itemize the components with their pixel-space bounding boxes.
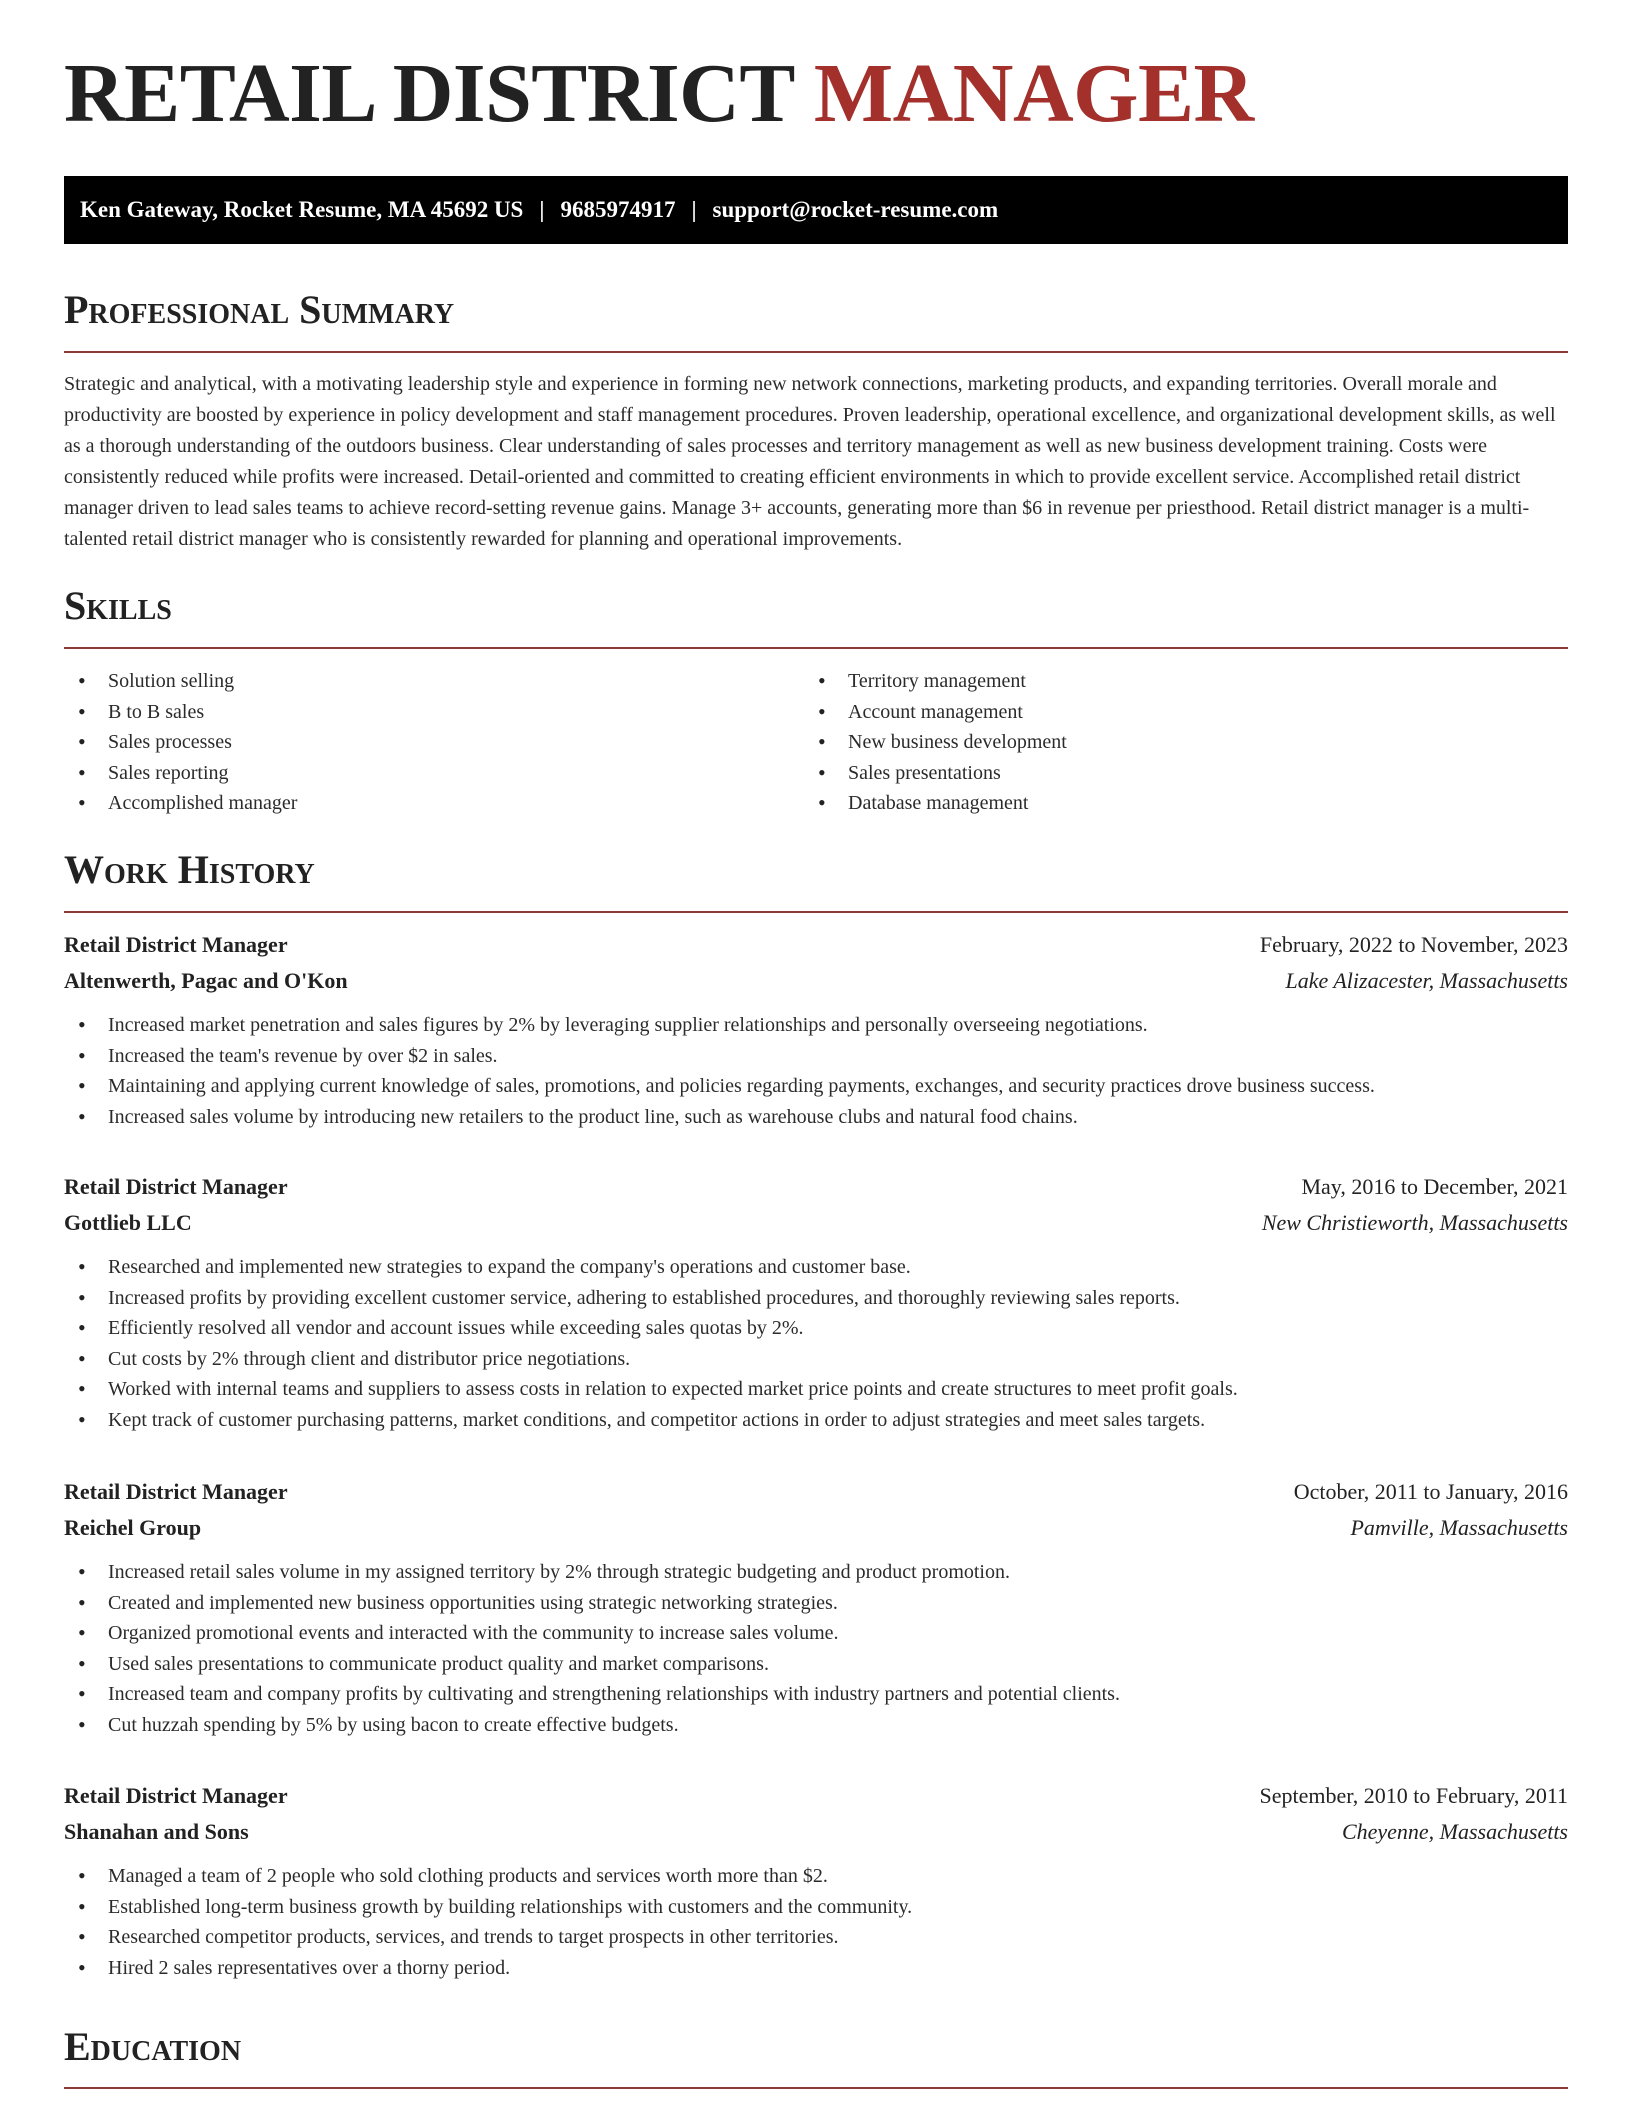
list-item: • Established long-term business growth by building relationships with customers and the community. <box>64 1892 1568 1923</box>
job-company: Reichel Group <box>64 1515 202 1540</box>
job-bullets <box>64 1557 1568 1740</box>
job-company-row <box>64 1814 1568 1850</box>
education-heading: Education <box>64 2024 242 2069</box>
skills-list-right <box>804 666 1067 819</box>
job-company: Shanahan and Sons <box>64 1819 249 1844</box>
list-item: • Increased profits by providing excellent customer service, adhering to established procedures, and thoroughly reviewing sales reports. <box>64 1283 1568 1314</box>
job-company-row <box>64 1205 1568 1241</box>
work-heading: Work History <box>64 847 315 892</box>
job-company: Altenwerth, Pagac and O'Kon <box>64 968 348 993</box>
list-item: • Increased the team's revenue by over $2 in sales. <box>64 1041 1568 1072</box>
contact-phone: 9685974917 <box>560 197 676 222</box>
list-item: • Efficiently resolved all vendor and account issues while exceeding sales quotas by 2%. <box>64 1313 1568 1344</box>
list-item: • Hired 2 sales representatives over a thorny period. <box>64 1953 1568 1984</box>
list-item: • New business development <box>804 727 1067 758</box>
contact-bar <box>64 176 1568 244</box>
job-title: Retail District Manager <box>64 932 288 957</box>
list-item: • Database management <box>804 788 1067 819</box>
job-bullets <box>64 1861 1568 1983</box>
summary-heading: Professional Summary <box>64 287 455 332</box>
list-item: • Territory management <box>804 666 1067 697</box>
title-accent: MANAGER <box>813 47 1254 140</box>
list-item: • Cut huzzah spending by 5% by using bacon to create effective budgets. <box>64 1710 1568 1741</box>
list-item: • Accomplished manager <box>64 788 297 819</box>
job-header-row <box>64 1169 1568 1205</box>
job-dates: September, 2010 to February, 2011 <box>1259 1783 1568 1808</box>
job-dates: February, 2022 to November, 2023 <box>1259 932 1568 957</box>
job-bullets <box>64 1252 1568 1435</box>
job-entry <box>64 1474 1568 1740</box>
job-entry <box>64 1778 1568 1983</box>
contact-address: Ken Gateway, Rocket Resume, MA 45692 US <box>80 197 524 222</box>
job-dates: May, 2016 to December, 2021 <box>1301 1174 1568 1199</box>
job-company-row <box>64 963 1568 999</box>
title-main: RETAIL DISTRICT <box>64 47 794 140</box>
list-item: • Researched competitor products, services, and trends to target prospects in other territories. <box>64 1922 1568 1953</box>
job-entry <box>64 927 1568 1132</box>
job-header-row <box>64 1474 1568 1510</box>
job-location: Cheyenne, Massachusetts <box>1341 1819 1568 1844</box>
list-item: • Managed a team of 2 people who sold clothing products and services worth more than $2. <box>64 1861 1568 1892</box>
list-item: • Cut costs by 2% through client and distributor price negotiations. <box>64 1344 1568 1375</box>
list-item: • Sales presentations <box>804 758 1067 789</box>
job-dates: October, 2011 to January, 2016 <box>1293 1479 1568 1504</box>
list-item: • Researched and implemented new strategies to expand the company's operations and customer base. <box>64 1252 1568 1283</box>
skills-divider <box>64 647 1568 649</box>
work-divider <box>64 911 1568 913</box>
job-location: Pamville, Massachusetts <box>1350 1515 1568 1540</box>
job-location: Lake Alizacester, Massachusetts <box>1285 968 1568 993</box>
contact-separator: | <box>691 197 697 222</box>
list-item: • Created and implemented new business opportunities using strategic networking strategies. <box>64 1588 1568 1619</box>
skills-list-left <box>64 666 297 819</box>
list-item: • Increased team and company profits by cultivating and strengthening relationships with industry partners and potential clients. <box>64 1679 1568 1710</box>
job-company: Gottlieb LLC <box>64 1210 192 1235</box>
job-title: Retail District Manager <box>64 1479 288 1504</box>
list-item: • Sales processes <box>64 727 297 758</box>
job-location: New Christieworth, Massachusetts <box>1261 1210 1568 1235</box>
list-item: • Solution selling <box>64 666 297 697</box>
list-item: • Account management <box>804 697 1067 728</box>
list-item: • Kept track of customer purchasing patterns, market conditions, and competitor actions in order to adjust strategies and meet sales targets. <box>64 1405 1568 1436</box>
education-divider <box>64 2087 1568 2089</box>
resume-title <box>64 47 1254 140</box>
list-item: • Increased market penetration and sales figures by 2% by leveraging supplier relationships and personally overseeing negotiations. <box>64 1010 1568 1041</box>
list-item: • Used sales presentations to communicate product quality and market comparisons. <box>64 1649 1568 1680</box>
summary-divider <box>64 351 1568 353</box>
job-bullets <box>64 1010 1568 1132</box>
contact-separator: | <box>539 197 545 222</box>
summary-text: Strategic and analytical, with a motivating leadership style and experience in forming new network connections, marketing products, and expanding territories. Overall morale and productivity are boosted by experience in policy development and staff management procedures. Proven leadership, operational excellence, and organizational development skills, as well as a thorough understanding of the outdoors business. Clear understanding of sales processes and territory management as well as new business development training. Costs were consistently reduced while profits were increased. Detail-oriented and committed to creating efficient environments in which to provide excellent service. Accomplished retail district manager driven to lead sales teams to achieve record-setting revenue gains. Manage 3+ accounts, generating more than $6 in revenue per priesthood. Retail district manager is a multi-talented retail district manager who is consistently rewarded for planning and operational improvements. <box>64 373 1556 550</box>
list-item: • Increased sales volume by introducing new retailers to the product line, such as warehouse clubs and natural food chains. <box>64 1102 1568 1133</box>
list-item: • Worked with internal teams and suppliers to assess costs in relation to expected market price points and create structures to meet profit goals. <box>64 1374 1568 1405</box>
job-entry <box>64 1169 1568 1435</box>
job-company-row <box>64 1510 1568 1546</box>
list-item: • Sales reporting <box>64 758 297 789</box>
contact-email: support@rocket-resume.com <box>712 197 999 222</box>
job-title: Retail District Manager <box>64 1783 288 1808</box>
list-item: • Maintaining and applying current knowledge of sales, promotions, and policies regarding payments, exchanges, and security practices drove business success. <box>64 1071 1568 1102</box>
list-item: • Increased retail sales volume in my assigned territory by 2% through strategic budgeting and product promotion. <box>64 1557 1568 1588</box>
list-item: • Organized promotional events and interacted with the community to increase sales volume. <box>64 1618 1568 1649</box>
job-header-row <box>64 927 1568 963</box>
skills-heading: Skills <box>64 583 172 628</box>
job-title: Retail District Manager <box>64 1174 288 1199</box>
job-header-row <box>64 1778 1568 1814</box>
list-item: • B to B sales <box>64 697 297 728</box>
